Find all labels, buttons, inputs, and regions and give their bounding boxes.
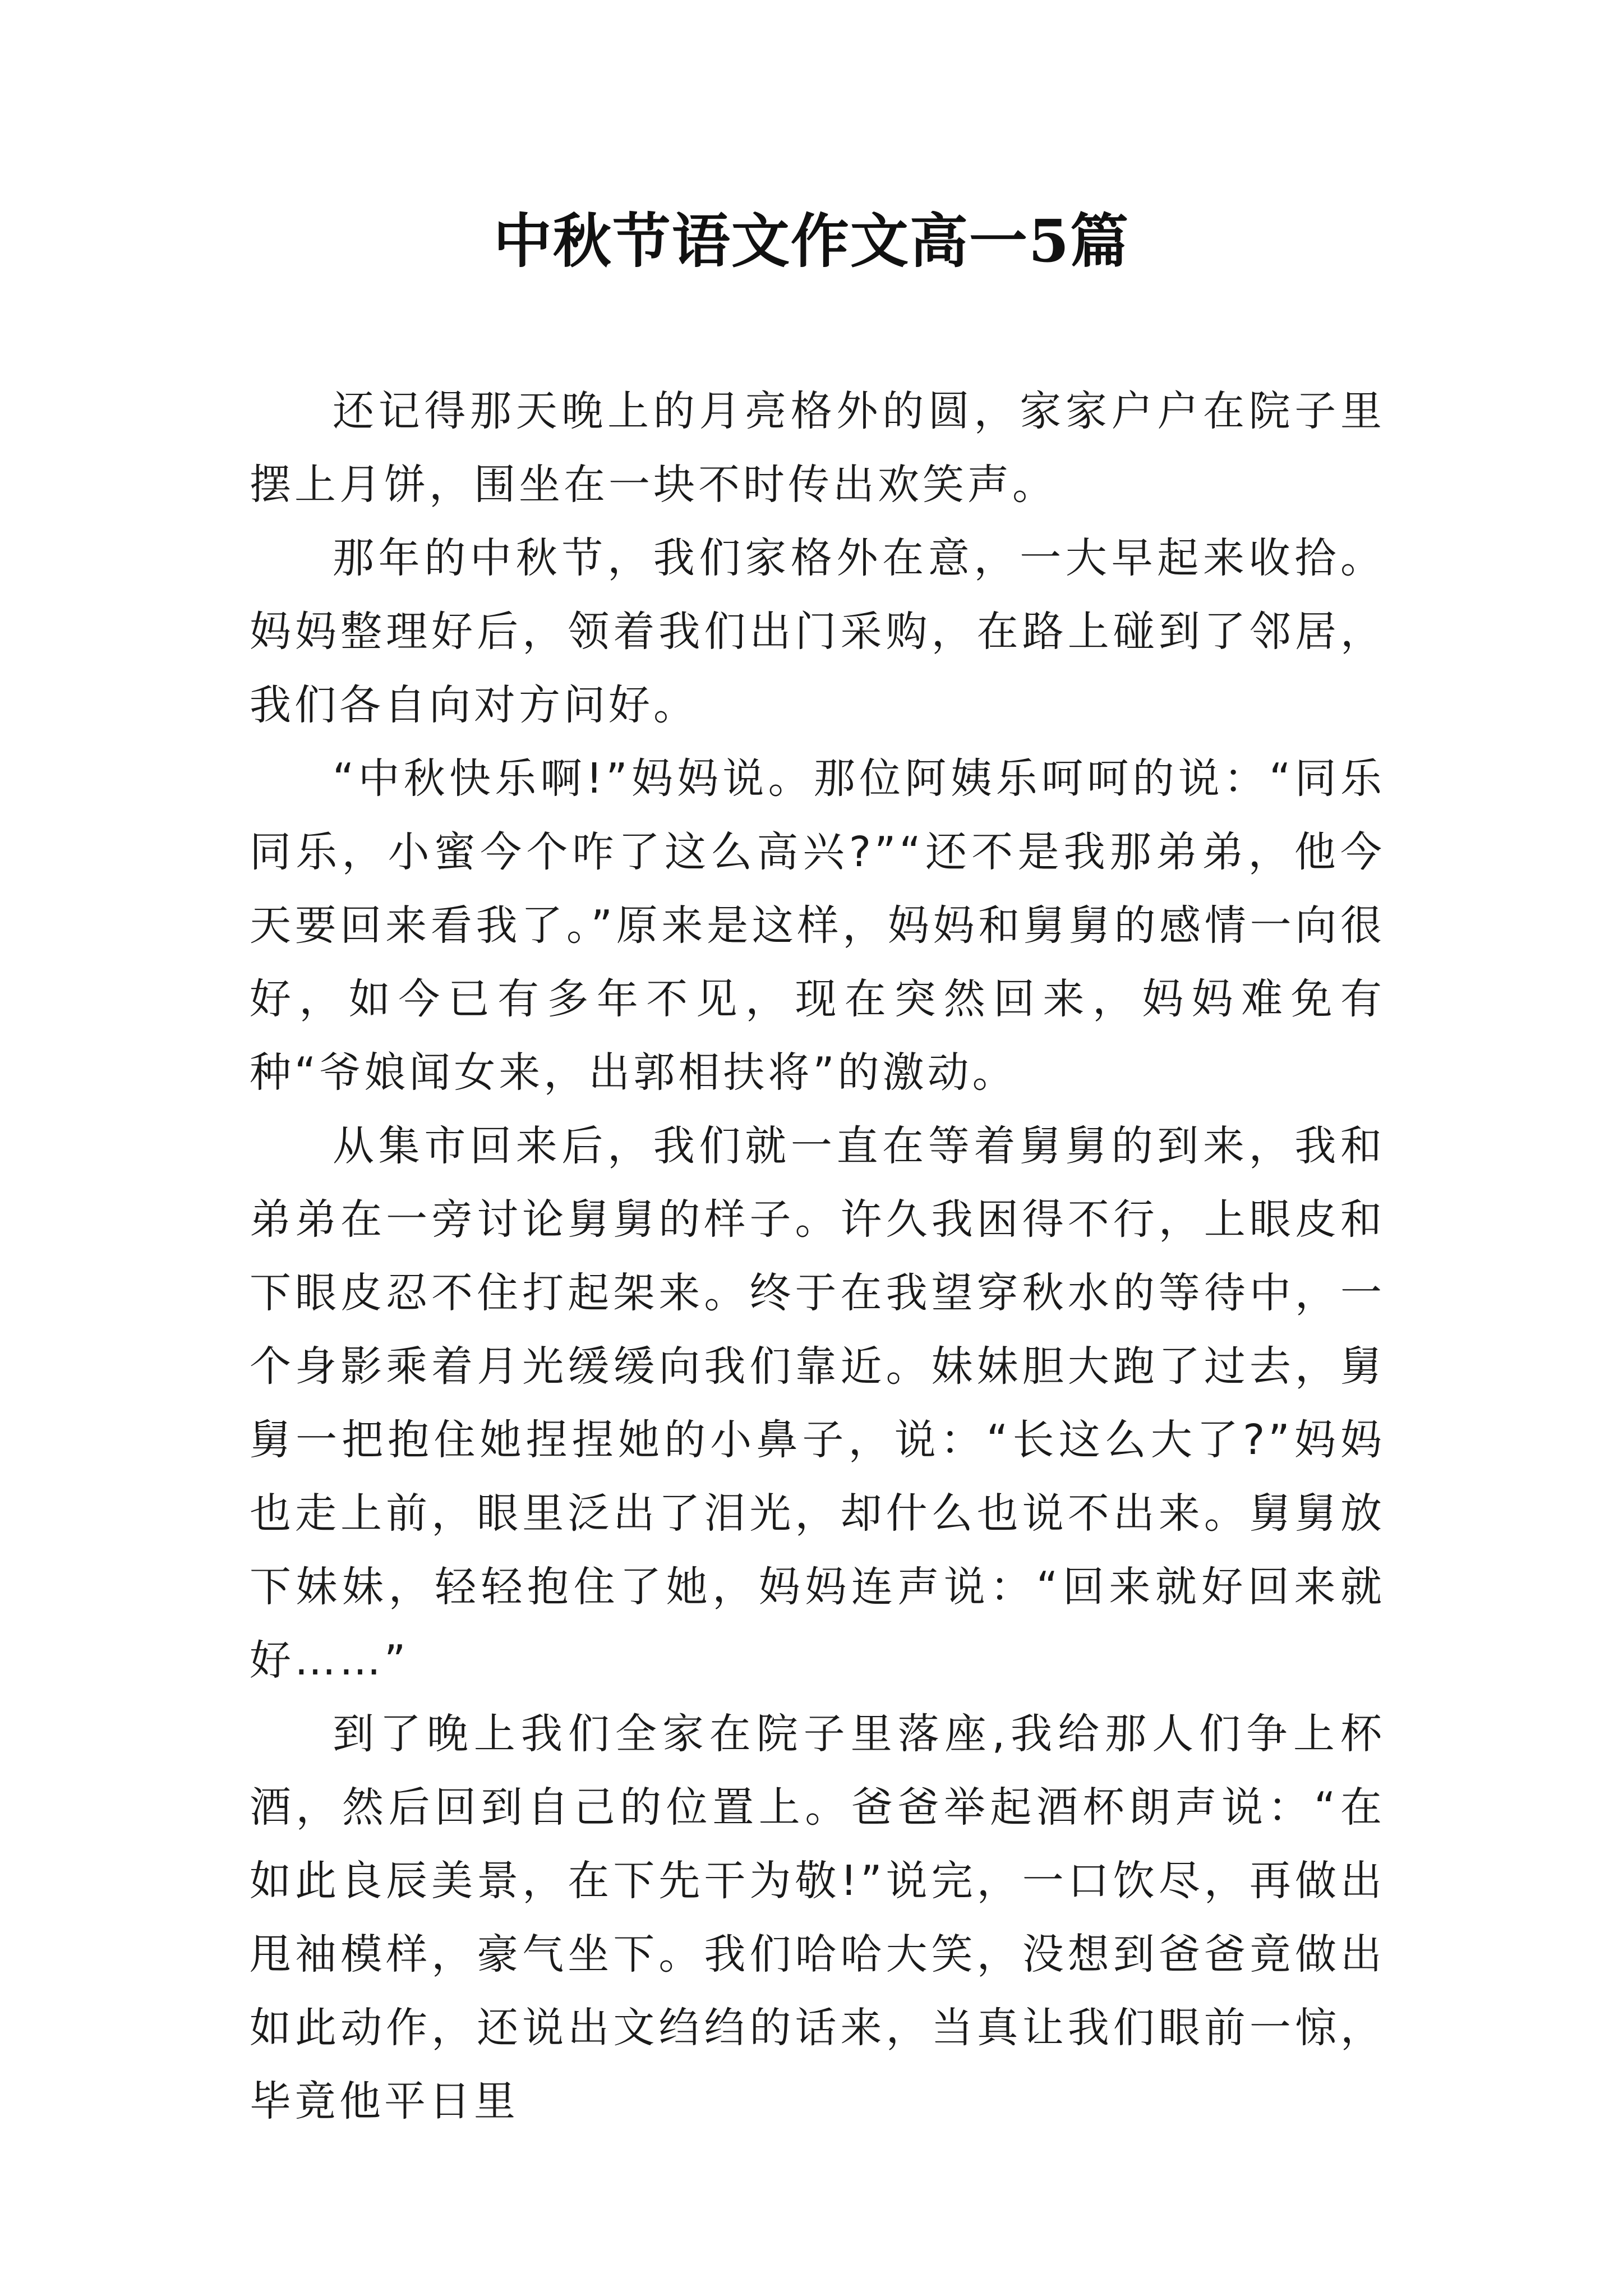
paragraph-5: 到了晚上我们全家在院子里落座,我给那人们争上杯酒，然后回到自己的位置上。爸爸举起酒杯朗声说：“在如此良辰美景，在下先干为敬!”说完，一口饮尽，再做出甩袖模样，豪气坐下。我们哈哈大笑，没想到爸爸竟做出如此动作，还说出文绉绉的话来，当真让我们眼前一惊，毕竟他平日里 xyxy=(250,1710,1385,2125)
document-body xyxy=(250,375,1385,2138)
paragraph-1: 还记得那天晚上的月亮格外的圆，家家户户在院子里摆上月饼，围坐在一块不时传出欢笑声。 xyxy=(250,387,1385,509)
paragraph-2: 那年的中秋节，我们家格外在意，一大早起来收拾。妈妈整理好后，领着我们出门采购，在路上碰到了邻居，我们各自向对方问好。 xyxy=(250,534,1385,729)
document-title: 中秋节语文作文高一5篇 xyxy=(493,206,1130,275)
paragraph-3: “中秋快乐啊!”妈妈说。那位阿姨乐呵呵的说：“同乐同乐，小蜜今个咋了这么高兴?”“还不是我那弟弟，他今天要回来看我了。”原来是这样，妈妈和舅舅的感情一向很好，如今已有多年不见，现在突然回来，妈妈难免有种“爷娘闻女来，出郭相扶将”的激动。 xyxy=(250,754,1385,1097)
paragraph-4: 从集市回来后，我们就一直在等着舅舅的到来，我和弟弟在一旁讨论舅舅的样子。许久我困得不行，上眼皮和下眼皮忍不住打起架来。终于在我望穿秋水的等待中，一个身影乘着月光缓缓向我们靠近。妹妹胆大跑了过去，舅舅一把抱住她捏捏她的小鼻子，说：“长这么大了?”妈妈也走上前，眼里泛出了泪光，却什么也说不出来。舅舅放下妹妹，轻轻抱住了她，妈妈连声说：“回来就好回来就好……” xyxy=(250,1122,1385,1685)
